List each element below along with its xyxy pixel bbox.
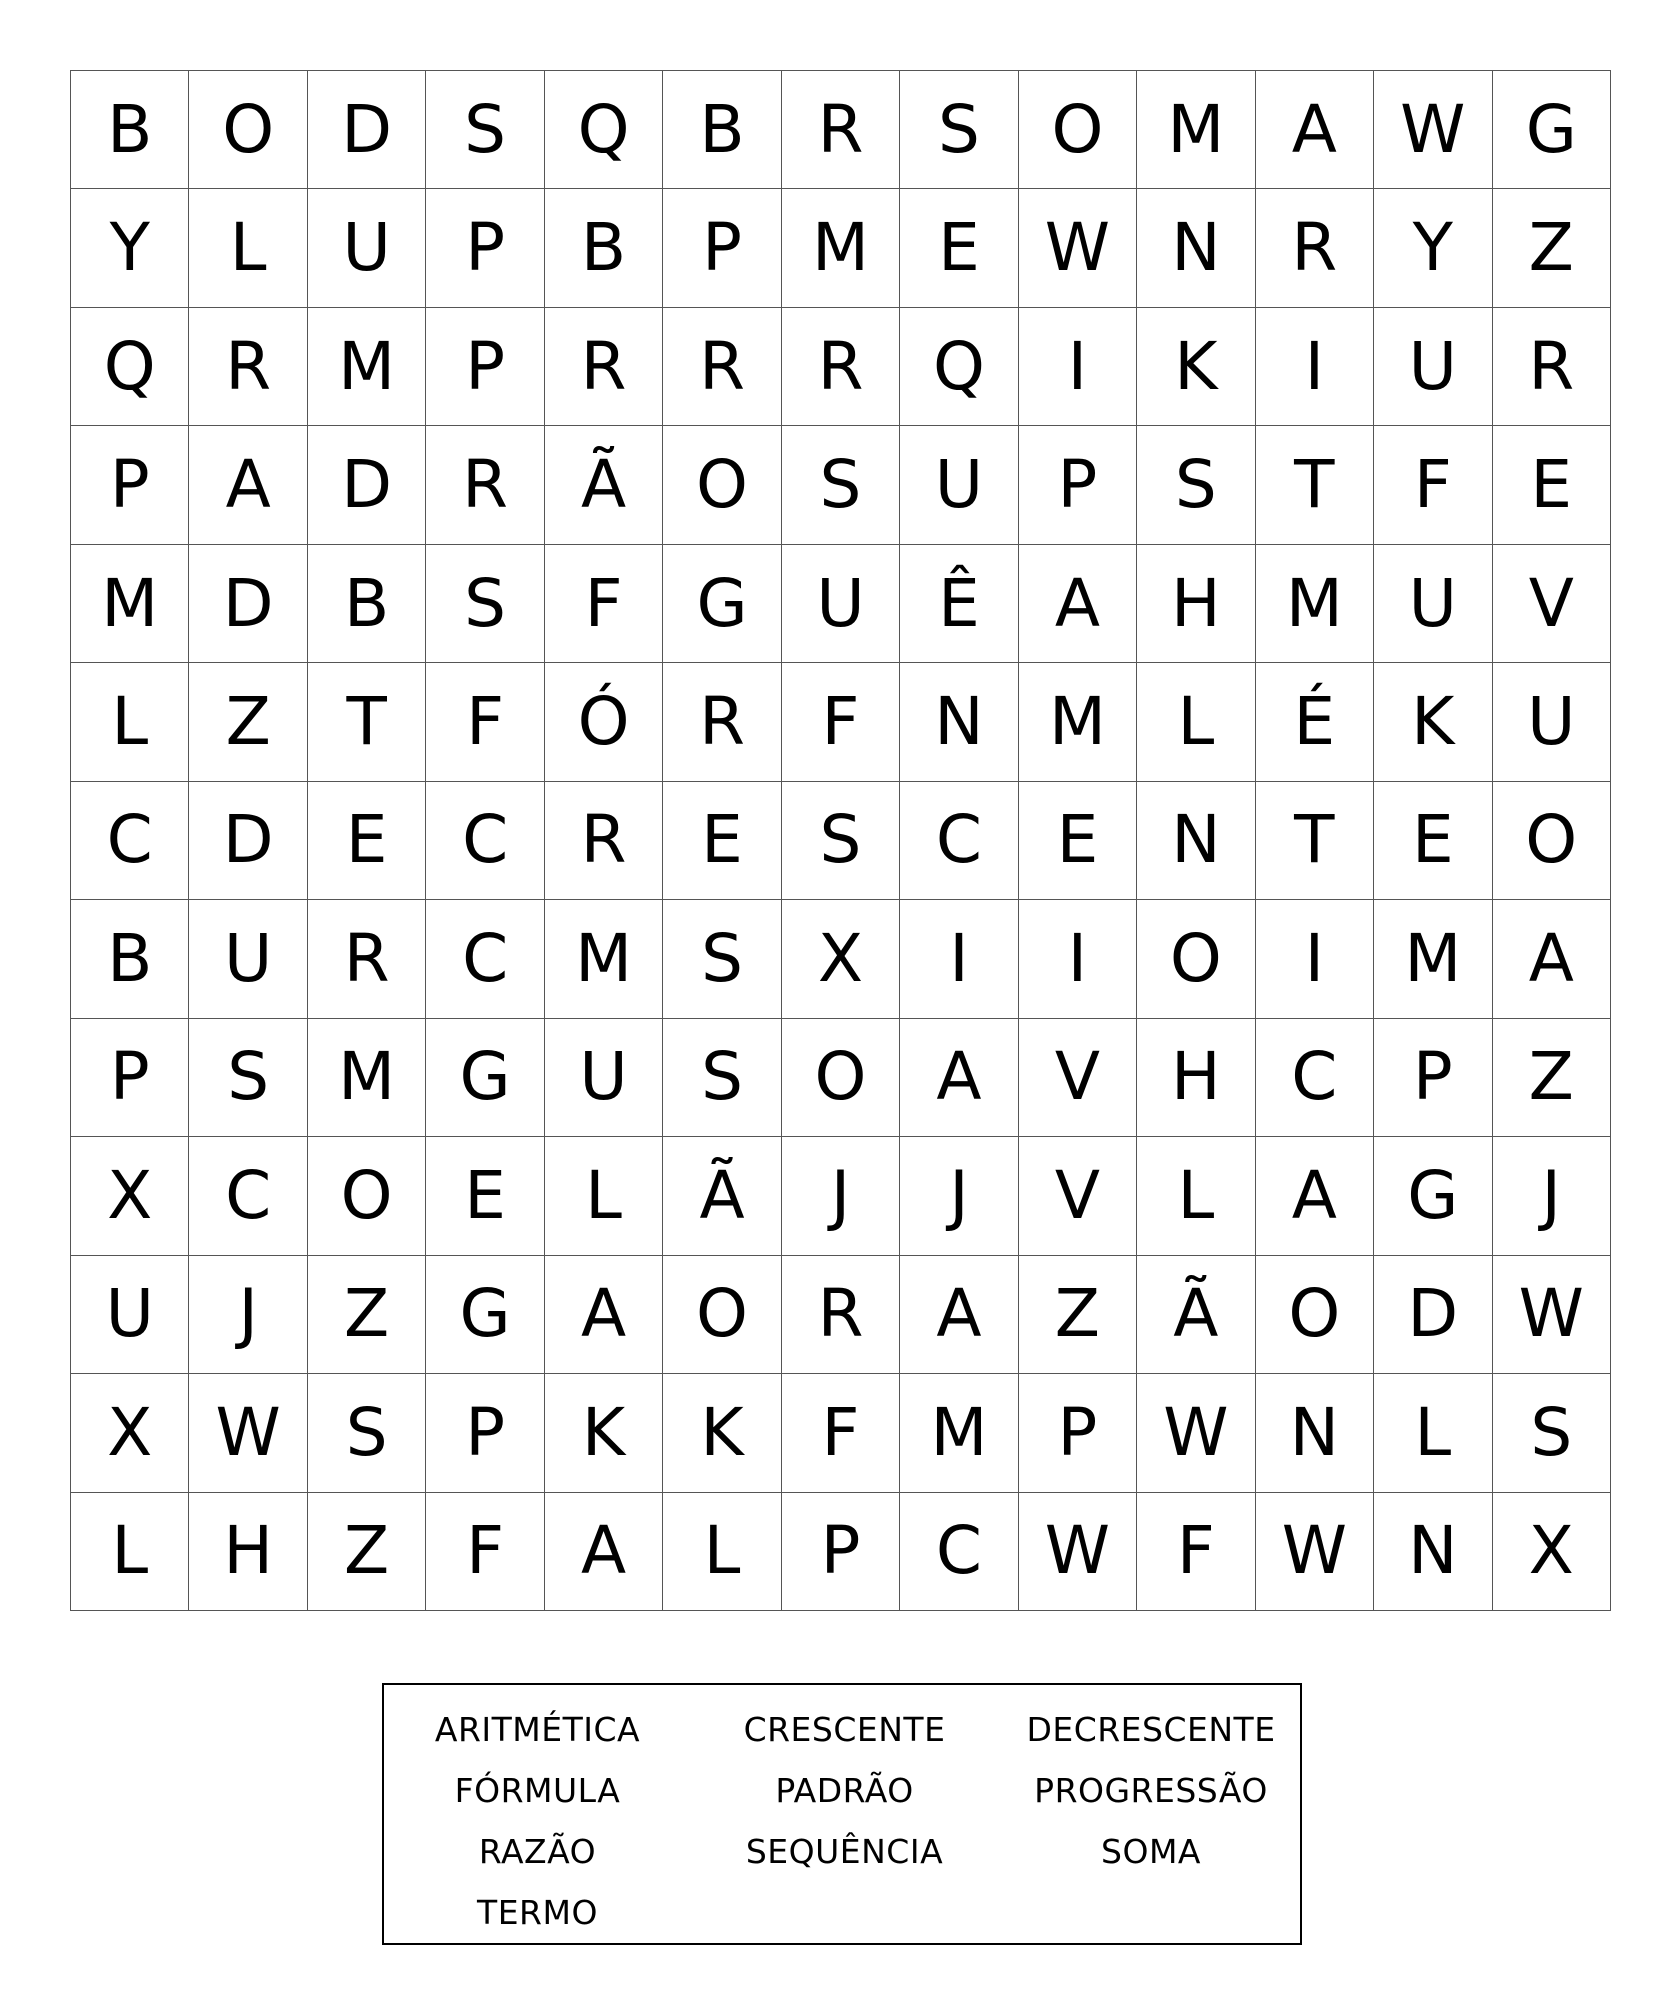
grid-cell[interactable]: M [308, 308, 426, 426]
grid-cell[interactable]: K [663, 1374, 781, 1492]
grid-cell[interactable]: F [782, 1374, 900, 1492]
grid-cell[interactable]: E [900, 189, 1018, 307]
grid-cell[interactable]: I [1256, 900, 1374, 1018]
grid-cell[interactable]: M [900, 1374, 1018, 1492]
grid-cell[interactable]: F [782, 663, 900, 781]
word-search-grid [70, 70, 1611, 1611]
grid-cell[interactable]: F [426, 1493, 544, 1611]
grid-cell[interactable]: S [663, 1019, 781, 1137]
grid-cell[interactable]: E [308, 782, 426, 900]
grid-cell[interactable]: L [663, 1493, 781, 1611]
grid-cell[interactable]: C [1256, 1019, 1374, 1137]
grid-cell[interactable]: C [71, 782, 189, 900]
grid-cell[interactable]: X [782, 900, 900, 1018]
grid-cell[interactable]: G [1374, 1137, 1492, 1255]
grid-cell[interactable]: V [1493, 545, 1611, 663]
grid-cell[interactable]: S [663, 900, 781, 1018]
grid-cell[interactable]: E [1374, 782, 1492, 900]
grid-cell[interactable]: R [1256, 189, 1374, 307]
grid-cell[interactable]: U [189, 900, 307, 1018]
grid-cell[interactable]: L [1137, 1137, 1255, 1255]
grid-cell[interactable]: I [1256, 308, 1374, 426]
grid-cell[interactable]: F [426, 663, 544, 781]
grid-cell[interactable]: E [1019, 782, 1137, 900]
grid-cell[interactable]: U [308, 189, 426, 307]
grid-cell[interactable]: W [1019, 189, 1137, 307]
grid-cell[interactable]: L [1374, 1374, 1492, 1492]
grid-cell[interactable]: N [1137, 189, 1255, 307]
word-list-item: PADRÃO [775, 1771, 914, 1810]
grid-cell[interactable]: D [189, 545, 307, 663]
grid-cell[interactable]: M [1137, 71, 1255, 189]
grid-cell[interactable]: S [426, 545, 544, 663]
grid-cell[interactable]: J [1493, 1137, 1611, 1255]
grid-cell[interactable]: Z [1493, 189, 1611, 307]
grid-cell[interactable]: U [545, 1019, 663, 1137]
grid-cell[interactable]: H [1137, 545, 1255, 663]
word-list-item: SEQUÊNCIA [745, 1832, 944, 1871]
grid-cell[interactable]: R [426, 426, 544, 544]
grid-cell[interactable]: B [308, 545, 426, 663]
grid-cell[interactable]: R [308, 900, 426, 1018]
grid-cell[interactable]: N [900, 663, 1018, 781]
grid-cell[interactable]: L [71, 1493, 189, 1611]
grid-cell[interactable]: O [1256, 1256, 1374, 1374]
grid-cell[interactable]: Z [308, 1256, 426, 1374]
grid-cell[interactable]: Z [189, 663, 307, 781]
grid-cell[interactable]: O [663, 426, 781, 544]
grid-cell[interactable]: M [1256, 545, 1374, 663]
grid-cell[interactable]: J [189, 1256, 307, 1374]
word-list-item: CRESCENTE [743, 1710, 946, 1749]
grid-cell[interactable]: X [71, 1374, 189, 1492]
grid-cell[interactable]: H [1137, 1019, 1255, 1137]
grid-cell[interactable]: Q [900, 308, 1018, 426]
grid-cell[interactable]: R [189, 308, 307, 426]
grid-cell[interactable]: A [1256, 71, 1374, 189]
grid-cell[interactable]: B [545, 189, 663, 307]
grid-cell[interactable]: I [1019, 308, 1137, 426]
grid-cell[interactable]: O [782, 1019, 900, 1137]
grid-cell[interactable]: A [189, 426, 307, 544]
grid-cell[interactable]: J [782, 1137, 900, 1255]
grid-cell[interactable]: V [1019, 1137, 1137, 1255]
grid-cell[interactable]: U [71, 1256, 189, 1374]
grid-cell[interactable]: Ê [900, 545, 1018, 663]
grid-cell[interactable]: S [308, 1374, 426, 1492]
grid-cell[interactable]: E [663, 782, 781, 900]
word-list-item: FÓRMULA [454, 1771, 621, 1810]
grid-cell[interactable]: D [308, 426, 426, 544]
grid-cell[interactable]: C [189, 1137, 307, 1255]
grid-cell[interactable]: A [545, 1256, 663, 1374]
grid-cell[interactable]: A [1256, 1137, 1374, 1255]
grid-cell[interactable]: C [900, 1493, 1018, 1611]
grid-cell[interactable]: B [71, 71, 189, 189]
grid-cell[interactable]: C [426, 782, 544, 900]
grid-cell[interactable]: E [426, 1137, 544, 1255]
grid-cell[interactable]: D [308, 71, 426, 189]
grid-cell[interactable]: Z [308, 1493, 426, 1611]
grid-cell[interactable]: J [900, 1137, 1018, 1255]
grid-cell[interactable]: S [782, 426, 900, 544]
grid-cell[interactable]: S [426, 71, 544, 189]
grid-cell[interactable]: B [663, 71, 781, 189]
grid-cell[interactable]: Y [1374, 189, 1492, 307]
grid-cell[interactable]: G [1493, 71, 1611, 189]
grid-cell[interactable]: F [1137, 1493, 1255, 1611]
grid-cell[interactable]: A [545, 1493, 663, 1611]
grid-cell[interactable]: W [1137, 1374, 1255, 1492]
grid-cell[interactable]: Z [1493, 1019, 1611, 1137]
grid-cell[interactable]: O [663, 1256, 781, 1374]
grid-cell[interactable]: P [426, 1374, 544, 1492]
grid-cell[interactable]: M [1374, 900, 1492, 1018]
grid-cell[interactable]: É [1256, 663, 1374, 781]
grid-cell[interactable]: N [1374, 1493, 1492, 1611]
grid-cell[interactable]: T [1256, 426, 1374, 544]
grid-cell[interactable]: R [782, 308, 900, 426]
grid-cell[interactable]: S [1493, 1374, 1611, 1492]
grid-cell[interactable]: W [189, 1374, 307, 1492]
grid-cell[interactable]: P [1374, 1019, 1492, 1137]
grid-cell[interactable]: U [782, 545, 900, 663]
grid-cell[interactable]: R [545, 308, 663, 426]
grid-cell[interactable]: W [1374, 71, 1492, 189]
grid-cell[interactable]: O [1493, 782, 1611, 900]
grid-cell[interactable]: P [663, 189, 781, 307]
grid-cell[interactable]: I [1019, 900, 1137, 1018]
word-list-item: SOMA [1101, 1832, 1201, 1871]
grid-cell[interactable]: U [1374, 308, 1492, 426]
grid-cell[interactable]: R [782, 71, 900, 189]
grid-cell[interactable]: P [782, 1493, 900, 1611]
grid-cell[interactable]: P [71, 426, 189, 544]
grid-cell[interactable]: M [545, 900, 663, 1018]
grid-cell[interactable]: O [308, 1137, 426, 1255]
grid-cell[interactable]: S [189, 1019, 307, 1137]
grid-cell[interactable]: A [900, 1019, 1018, 1137]
grid-cell[interactable]: Ã [545, 426, 663, 544]
grid-cell[interactable]: R [663, 663, 781, 781]
grid-cell[interactable]: O [189, 71, 307, 189]
grid-cell[interactable]: N [1137, 782, 1255, 900]
grid-cell[interactable]: C [426, 900, 544, 1018]
grid-cell[interactable]: X [71, 1137, 189, 1255]
grid-cell[interactable]: I [900, 900, 1018, 1018]
word-list-item: RAZÃO [478, 1832, 597, 1871]
grid-cell[interactable]: A [900, 1256, 1018, 1374]
grid-cell[interactable]: P [1019, 426, 1137, 544]
grid-cell[interactable]: M [308, 1019, 426, 1137]
grid-cell[interactable]: Ã [1137, 1256, 1255, 1374]
grid-cell[interactable]: Y [71, 189, 189, 307]
grid-cell[interactable]: U [900, 426, 1018, 544]
word-list-item: DECRESCENTE [1026, 1710, 1276, 1749]
grid-cell[interactable]: V [1019, 1019, 1137, 1137]
grid-cell[interactable]: N [1256, 1374, 1374, 1492]
grid-cell[interactable]: Z [1019, 1256, 1137, 1374]
grid-cell[interactable]: W [1256, 1493, 1374, 1611]
grid-cell[interactable]: G [426, 1256, 544, 1374]
word-list-item: TERMO [477, 1893, 598, 1932]
grid-cell[interactable]: D [189, 782, 307, 900]
grid-cell[interactable]: X [1493, 1493, 1611, 1611]
word-list-item: PROGRESSÃO [1034, 1771, 1268, 1810]
grid-cell[interactable]: O [1137, 900, 1255, 1018]
grid-cell[interactable]: K [545, 1374, 663, 1492]
grid-cell[interactable]: S [782, 782, 900, 900]
grid-cell[interactable]: A [1493, 900, 1611, 1018]
grid-cell[interactable]: G [426, 1019, 544, 1137]
grid-cell[interactable]: P [426, 308, 544, 426]
grid-cell[interactable]: A [1019, 545, 1137, 663]
grid-cell[interactable]: S [1137, 426, 1255, 544]
grid-cell[interactable]: R [1493, 308, 1611, 426]
grid-cell[interactable]: F [1374, 426, 1492, 544]
grid-cell[interactable]: P [1019, 1374, 1137, 1492]
grid-cell[interactable]: L [189, 189, 307, 307]
grid-cell[interactable]: Q [71, 308, 189, 426]
grid-cell[interactable]: C [900, 782, 1018, 900]
grid-cell[interactable]: L [71, 663, 189, 781]
grid-cell[interactable]: F [545, 545, 663, 663]
grid-cell[interactable]: Ã [663, 1137, 781, 1255]
grid-cell[interactable]: L [545, 1137, 663, 1255]
grid-cell[interactable]: D [1374, 1256, 1492, 1374]
grid-cell[interactable]: Ó [545, 663, 663, 781]
grid-cell[interactable]: W [1019, 1493, 1137, 1611]
grid-cell[interactable]: R [782, 1256, 900, 1374]
grid-cell[interactable]: H [189, 1493, 307, 1611]
grid-cell[interactable]: U [1374, 545, 1492, 663]
grid-cell[interactable]: B [71, 900, 189, 1018]
grid-cell[interactable]: O [1019, 71, 1137, 189]
grid-cell[interactable]: U [1493, 663, 1611, 781]
grid-cell[interactable]: W [1493, 1256, 1611, 1374]
grid-cell[interactable]: K [1137, 308, 1255, 426]
grid-cell[interactable]: G [663, 545, 781, 663]
grid-cell[interactable]: S [900, 71, 1018, 189]
word-bank [382, 1683, 1302, 1945]
grid-cell[interactable]: T [308, 663, 426, 781]
grid-cell[interactable]: R [545, 782, 663, 900]
grid-cell[interactable]: P [426, 189, 544, 307]
grid-cell[interactable]: E [1493, 426, 1611, 544]
word-list-item: ARITMÉTICA [434, 1710, 641, 1749]
grid-cell[interactable]: T [1256, 782, 1374, 900]
grid-cell[interactable]: M [71, 545, 189, 663]
grid-cell[interactable]: P [71, 1019, 189, 1137]
grid-cell[interactable]: K [1374, 663, 1492, 781]
grid-cell[interactable]: M [1019, 663, 1137, 781]
grid-cell[interactable]: Q [545, 71, 663, 189]
grid-cell[interactable]: R [663, 308, 781, 426]
grid-cell[interactable]: M [782, 189, 900, 307]
grid-cell[interactable]: L [1137, 663, 1255, 781]
